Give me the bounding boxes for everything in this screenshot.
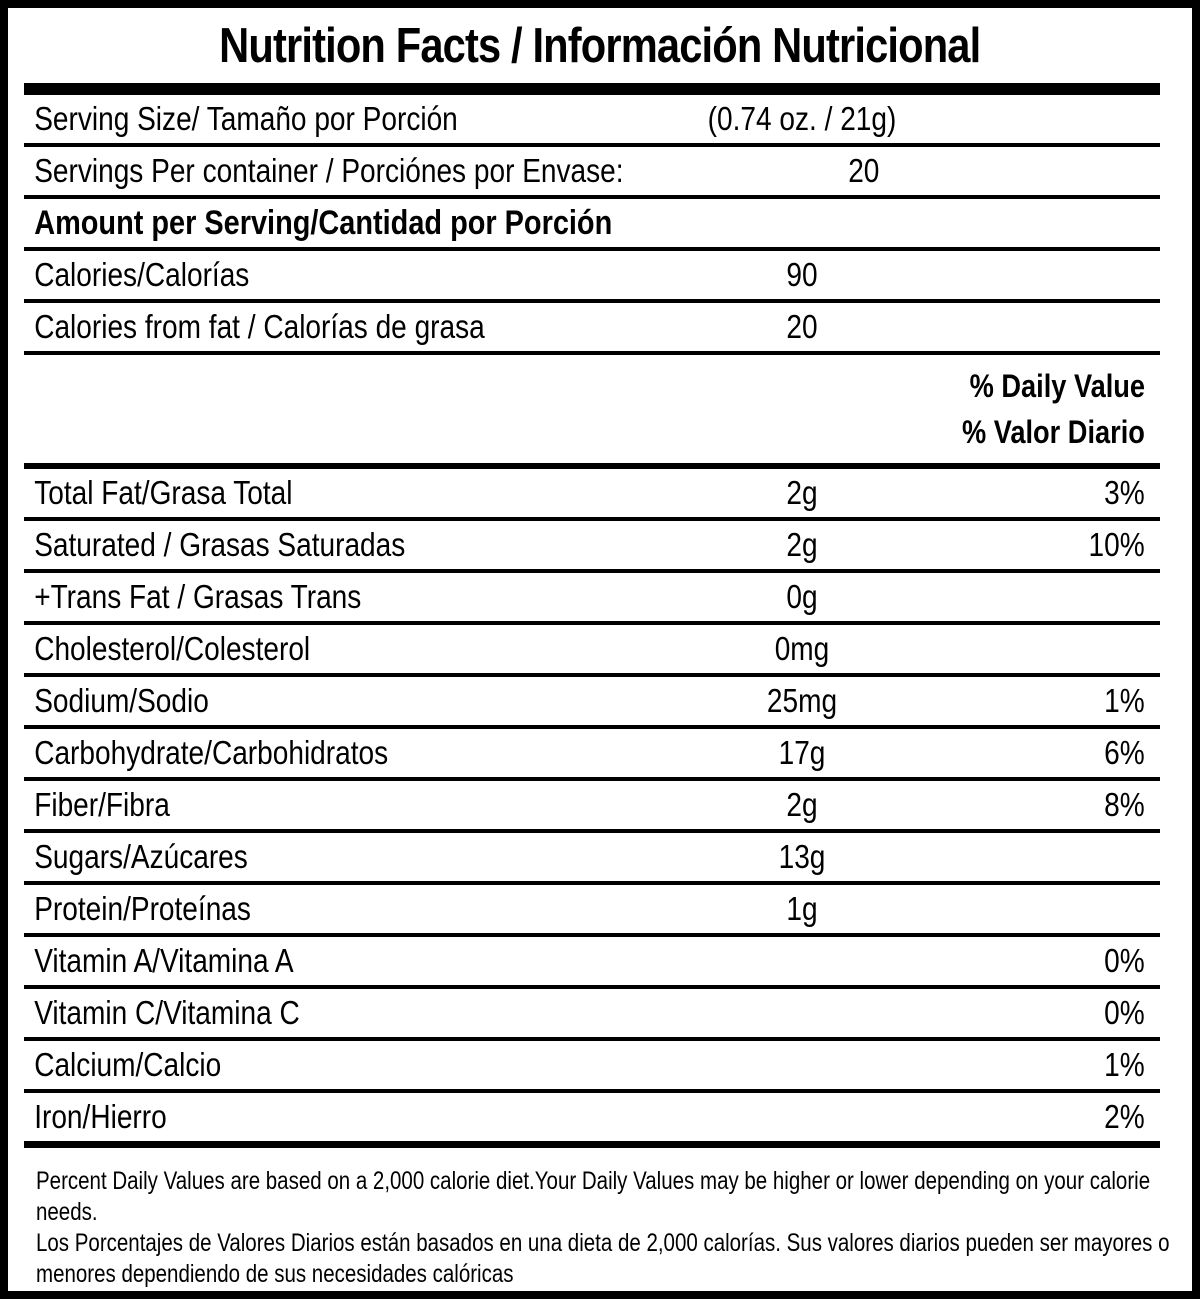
daily-value-header-en-row [24, 363, 1160, 409]
nutrient-label: Sugars/Azúcares [34, 838, 248, 875]
daily-value-header-block [24, 355, 1160, 469]
label-header [8, 8, 1192, 83]
nutrient-label: Sodium/Sodio [34, 682, 209, 719]
nutrient-label: Saturated / Grasas Saturadas [34, 526, 406, 563]
nutrient-amount: 17g [778, 734, 826, 771]
footnote-english: Percent Daily Values are based on a 2,000 calorie diet.Your Daily Values may be higher or lower depending on your calorie needs. [36, 1167, 1151, 1226]
nutrient-row-cholesterol [24, 625, 1160, 677]
serving-size-row [24, 95, 1160, 147]
calories-from-fat-label: Calories from fat / Calorías de grasa [34, 308, 485, 345]
nutrient-label: Vitamin C/Vitamina C [34, 994, 300, 1031]
nutrient-amount: 2g [786, 474, 818, 511]
nutrient-label: Fiber/Fibra [34, 786, 170, 823]
label-body [24, 83, 1170, 1290]
calories-row [24, 251, 1160, 303]
calories-from-fat-value: 20 [786, 308, 818, 345]
servings-per-container-label: Servings Per container / Porciónes por Envase: [34, 152, 624, 189]
header-divider-bar [24, 83, 1160, 95]
nutrient-label: Total Fat/Grasa Total [34, 474, 293, 511]
page-title: Nutrition Facts / Información Nutricional [219, 18, 981, 73]
servings-per-container-row [24, 147, 1160, 199]
nutrient-row-trans-fat [24, 573, 1160, 625]
nutrient-row-protein [24, 885, 1160, 937]
nutrient-row-saturated-fat [24, 521, 1160, 573]
nutrient-row-vitamin-a [24, 937, 1160, 989]
nutrient-label: Carbohydrate/Carbohidratos [34, 734, 389, 771]
footnote-section [24, 1148, 1170, 1290]
nutrient-amount: 0mg [774, 630, 830, 667]
nutrient-row-sugars [24, 833, 1160, 885]
nutrient-amount: 0g [786, 578, 818, 615]
nutrient-row-iron [24, 1093, 1160, 1148]
serving-size-label: Serving Size/ Tamaño por Porción [34, 100, 458, 137]
nutrient-label: Cholesterol/Colesterol [34, 630, 311, 667]
nutrient-dv: 0% [1104, 942, 1145, 979]
nutrient-dv: 3% [1104, 474, 1145, 511]
nutrient-label: Protein/Proteínas [34, 890, 251, 927]
nutrient-dv: 0% [1104, 994, 1145, 1031]
nutrient-amount: 2g [786, 526, 818, 563]
nutrient-label: Calcium/Calcio [34, 1046, 222, 1083]
nutrient-row-sodium [24, 677, 1160, 729]
nutrient-dv: 8% [1104, 786, 1145, 823]
nutrient-row-total-fat [24, 469, 1160, 521]
nutrient-dv: 1% [1104, 1046, 1145, 1083]
nutrient-row-calcium [24, 1041, 1160, 1093]
amount-per-serving-header: Amount per Serving/Cantidad por Porción [34, 203, 613, 242]
nutrient-label: +Trans Fat / Grasas Trans [34, 578, 362, 615]
nutrient-row-fiber [24, 781, 1160, 833]
nutrient-amount: 25mg [766, 682, 838, 719]
nutrient-amount: 2g [786, 786, 818, 823]
servings-per-container-value: 20 [848, 152, 880, 189]
calories-label: Calories/Calorías [34, 256, 250, 293]
nutrient-amount: 1g [786, 890, 818, 927]
nutrient-row-carbohydrate [24, 729, 1160, 781]
nutrient-dv: 6% [1104, 734, 1145, 771]
daily-value-header-en: % Daily Value [969, 367, 1145, 404]
nutrient-label: Iron/Hierro [34, 1098, 167, 1135]
nutrient-dv: 1% [1104, 682, 1145, 719]
nutrient-amount: 13g [778, 838, 826, 875]
calories-from-fat-row [24, 303, 1160, 355]
nutrient-dv: 2% [1104, 1098, 1145, 1135]
serving-size-value: (0.74 oz. / 21g) [707, 100, 897, 137]
amount-per-serving-header-row [24, 199, 1160, 251]
daily-value-header-es: % Valor Diario [961, 413, 1145, 450]
calories-value: 90 [786, 256, 818, 293]
nutrient-dv: 10% [1088, 526, 1145, 563]
daily-value-header-es-row [24, 409, 1160, 455]
nutrient-row-vitamin-c [24, 989, 1160, 1041]
footnote-spanish: Los Porcentajes de Valores Diarios están basados en una dieta de 2,000 calorías. Sus valores diarios pueden ser mayores o menores dependiendo de sus necesidades calóricas [36, 1229, 1170, 1288]
nutrient-label: Vitamin A/Vitamina A [34, 942, 294, 979]
